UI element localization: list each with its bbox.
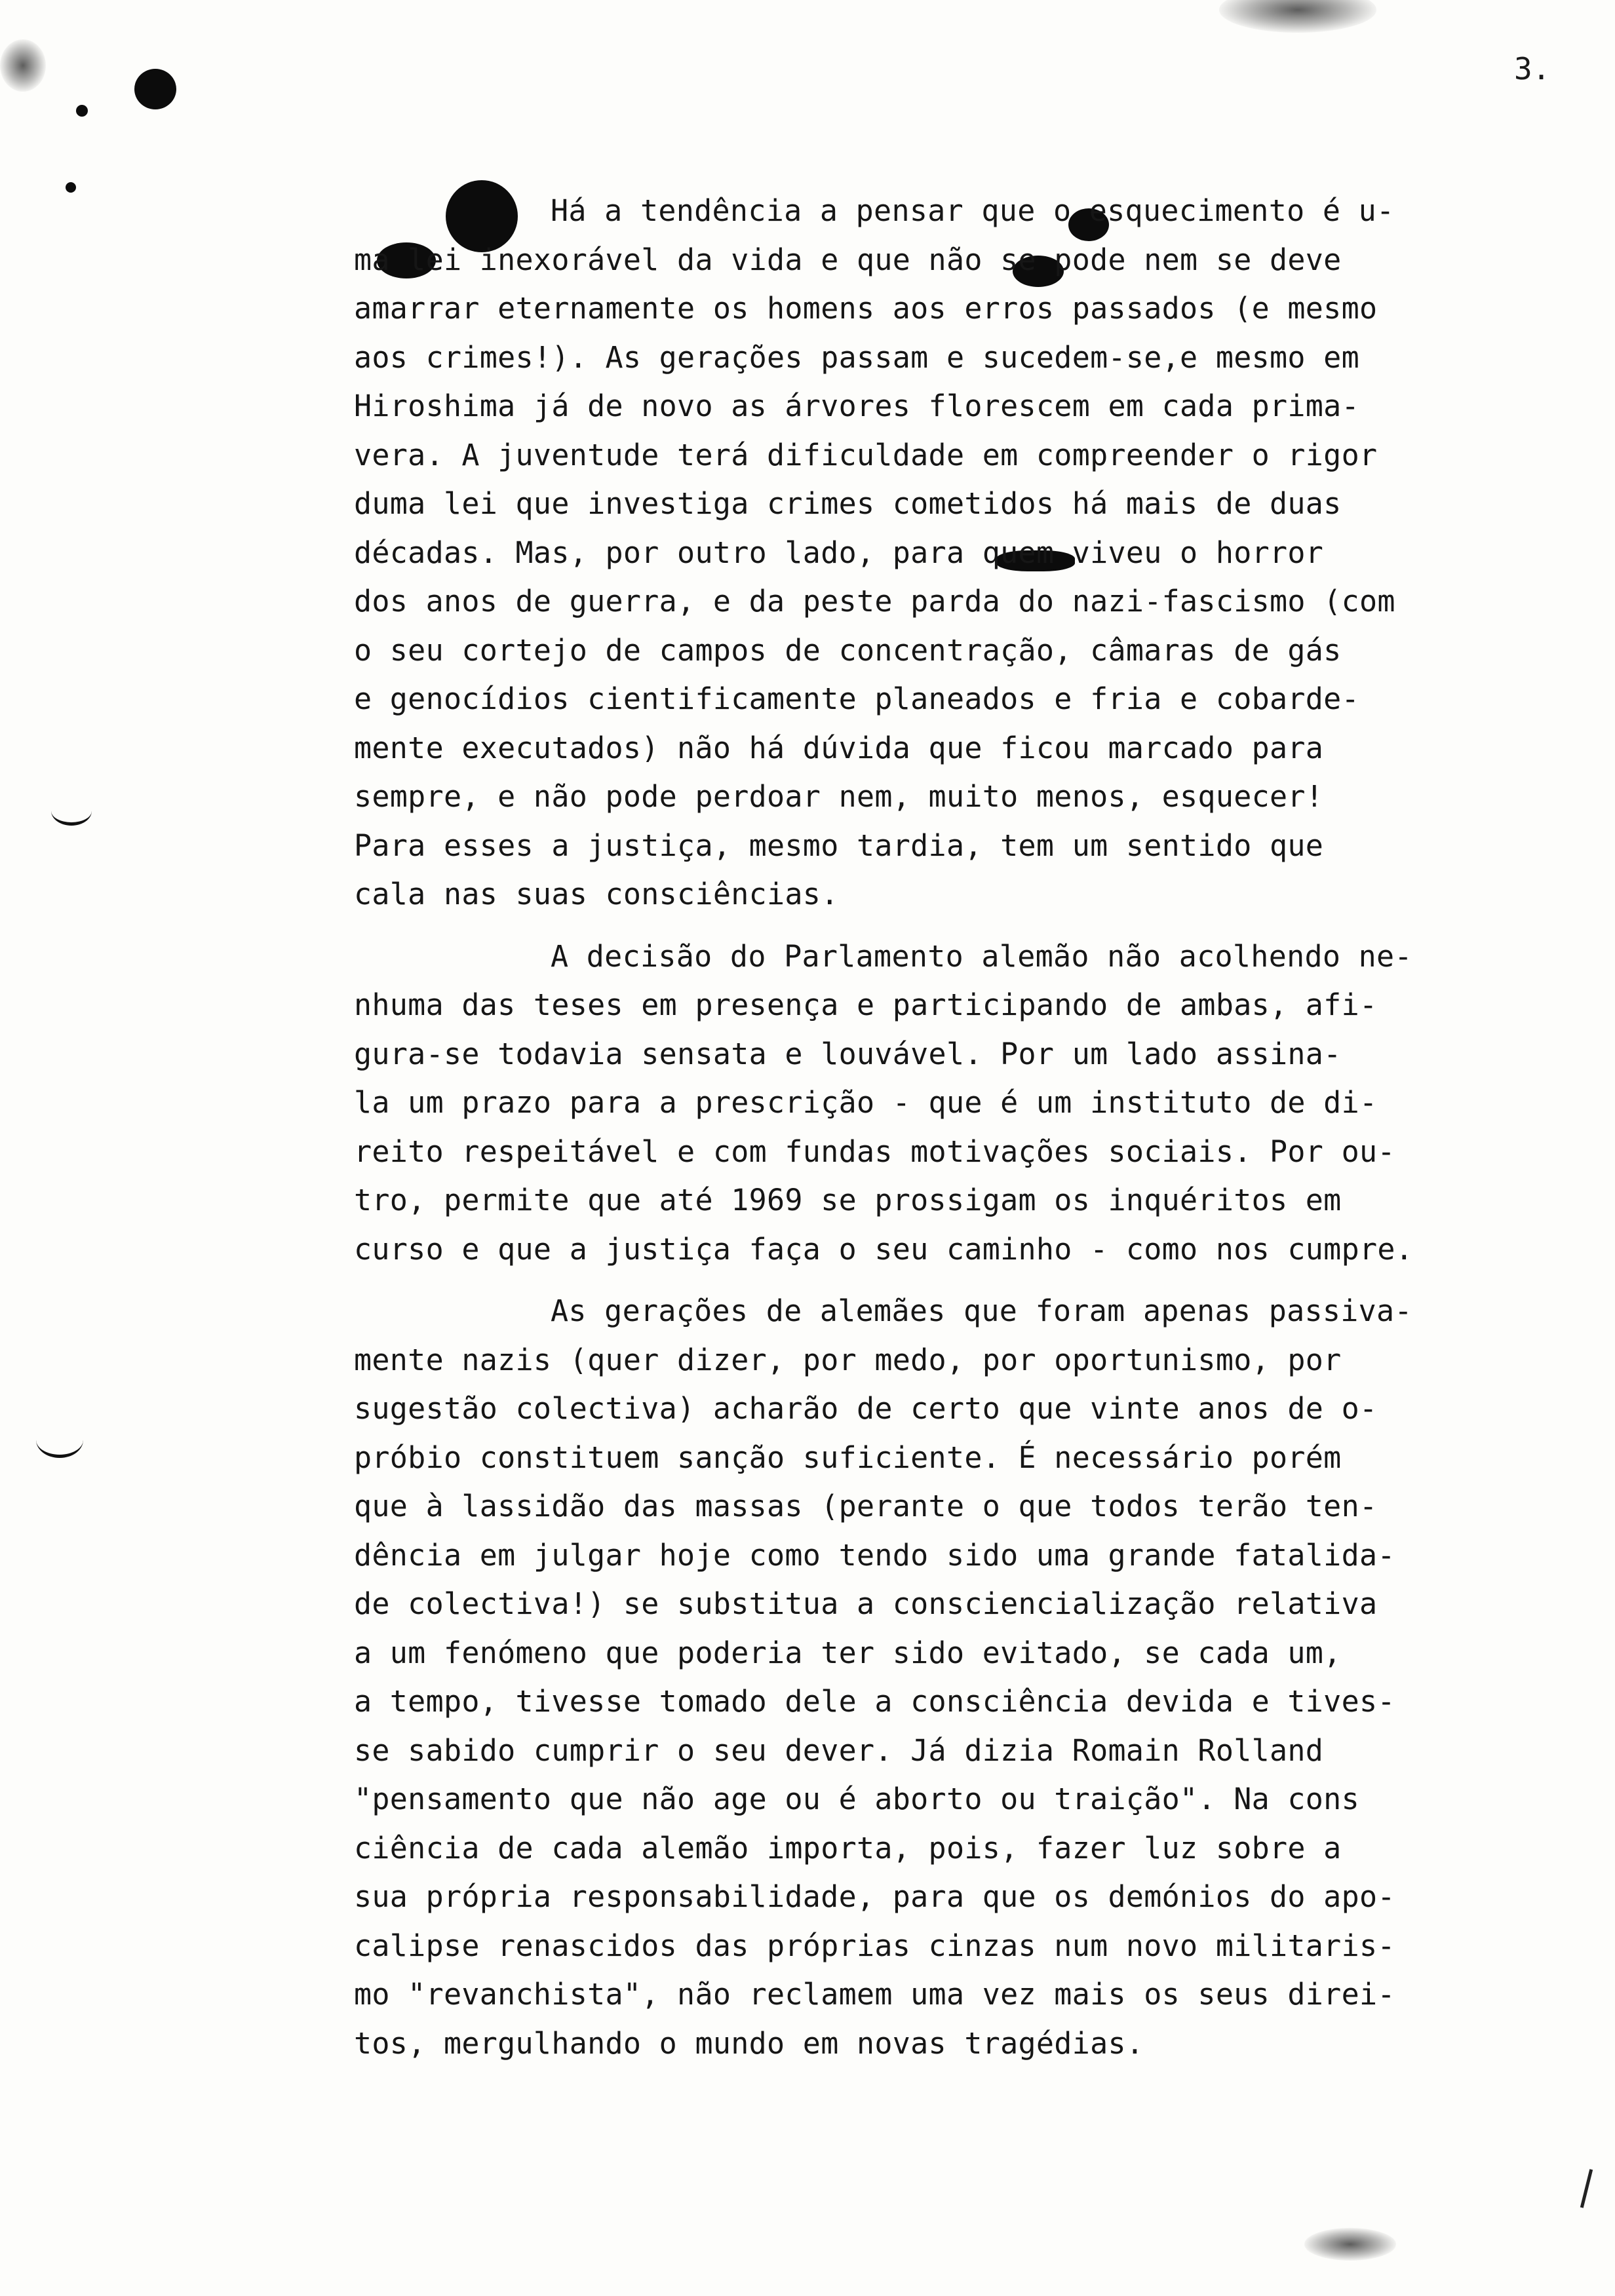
text-line: duma lei que investiga crimes cometidos há mais de duas <box>354 486 1342 521</box>
text-line: Há a tendência a pensar que o esquecimento é u- <box>551 193 1395 228</box>
text-line: cala nas suas consciências. <box>354 877 839 911</box>
text-line: que à lassidão das massas (perante o que todos terão ten- <box>354 1489 1378 1523</box>
paragraph <box>354 932 1553 1274</box>
text-line: calipse renascidos das próprias cinzas num novo militaris- <box>354 1928 1395 1963</box>
text-line: aos crimes!). As gerações passam e sucedem-se,e mesmo em <box>354 339 1359 375</box>
scan-smudge <box>1304 2228 1396 2261</box>
text-line: vera. A juventude terá dificuldade em compreender o rigor <box>354 437 1378 472</box>
text-line: curso e que a justiça faça o seu caminho - como nos cumpre. <box>354 1231 1414 1267</box>
text-line: amarrar eternamente os homens aos erros passados (e mesmo <box>354 291 1378 326</box>
text-line: As gerações de alemães que foram apenas passiva- <box>551 1293 1412 1328</box>
text-line: mo "revanchista", não reclamem uma vez mais os seus direi- <box>354 1977 1395 2012</box>
text-line: sugestão colectiva) acharão de certo que vinte anos de o- <box>354 1391 1378 1426</box>
text-line: "pensamento que não age ou é aborto ou traição". Na cons <box>354 1782 1359 1816</box>
text-line: de colectiva!) se substitua a consciencialização relativa <box>354 1586 1378 1621</box>
text-line: a um fenómeno que poderia ter sido evitado, se cada um, <box>354 1635 1342 1670</box>
margin-mark <box>1580 2169 1593 2208</box>
scan-smudge <box>0 39 46 92</box>
text-line: dos anos de guerra, e da peste parda do nazi-fascismo (com <box>354 584 1395 619</box>
binder-hole-mark <box>36 1422 83 1458</box>
text-line: mente nazis (quer dizer, por medo, por oportunismo, por <box>354 1342 1342 1377</box>
punch-blot <box>76 105 88 117</box>
text-line: e genocídios cientificamente planeados e fria e cobarde- <box>354 681 1359 716</box>
text-line: ciência de cada alemão importa, pois, fazer luz sobre a <box>354 1830 1342 1866</box>
text-line: décadas. Mas, por outro lado, para quem viveu o horror <box>354 535 1324 570</box>
text-line: dência em julgar hoje como tendo sido uma grande fatalida- <box>354 1537 1395 1573</box>
paragraph-gap <box>354 919 1553 932</box>
text-line: o seu cortejo de campos de concentração, câmaras de gás <box>354 632 1342 668</box>
punch-blot <box>66 182 76 193</box>
binder-hole-mark <box>51 796 92 826</box>
punch-blot <box>134 69 176 109</box>
typed-text-body <box>354 187 1553 2068</box>
text-line: Hiroshima já de novo as árvores florescem em cada prima- <box>354 389 1359 423</box>
paragraph-gap <box>354 1274 1553 1287</box>
text-line: la um prazo para a prescrição - que é um instituto de di- <box>354 1085 1378 1120</box>
text-line: sempre, e não pode perdoar nem, muito menos, esquecer! <box>354 779 1324 814</box>
text-line: mente executados) não há dúvida que ficou marcado para <box>354 730 1324 765</box>
text-line: tos, mergulhando o mundo em novas tragédias. <box>354 2025 1144 2061</box>
text-line: nhuma das teses em presença e participando de ambas, afi- <box>354 987 1378 1022</box>
text-line: se sabido cumprir o seu dever. Já dizia Romain Rolland <box>354 1732 1324 1768</box>
paragraph <box>354 187 1553 919</box>
text-line: Para esses a justiça, mesmo tardia, tem um sentido que <box>354 828 1324 863</box>
text-line: próbio constituem sanção suficiente. É necessário porém <box>354 1440 1342 1475</box>
scan-smudge <box>1219 0 1376 33</box>
page-number: 3. <box>1514 51 1551 86</box>
text-line: tro, permite que até 1969 se prossigam os inquéritos em <box>354 1183 1342 1217</box>
text-line: a tempo, tivesse tomado dele a consciência devida e tives- <box>354 1684 1395 1719</box>
text-line: gura-se todavia sensata e louvável. Por um lado assina- <box>354 1036 1342 1071</box>
text-line: A decisão do Parlamento alemão não acolhendo ne- <box>551 938 1412 974</box>
text-line: sua própria responsabilidade, para que os demónios do apo- <box>354 1879 1395 1914</box>
text-line: ma lei inexorável da vida e que não se pode nem se deve <box>354 242 1342 277</box>
paragraph <box>354 1287 1553 2068</box>
text-line: reito respeitável e com fundas motivações sociais. Por ou- <box>354 1134 1395 1169</box>
